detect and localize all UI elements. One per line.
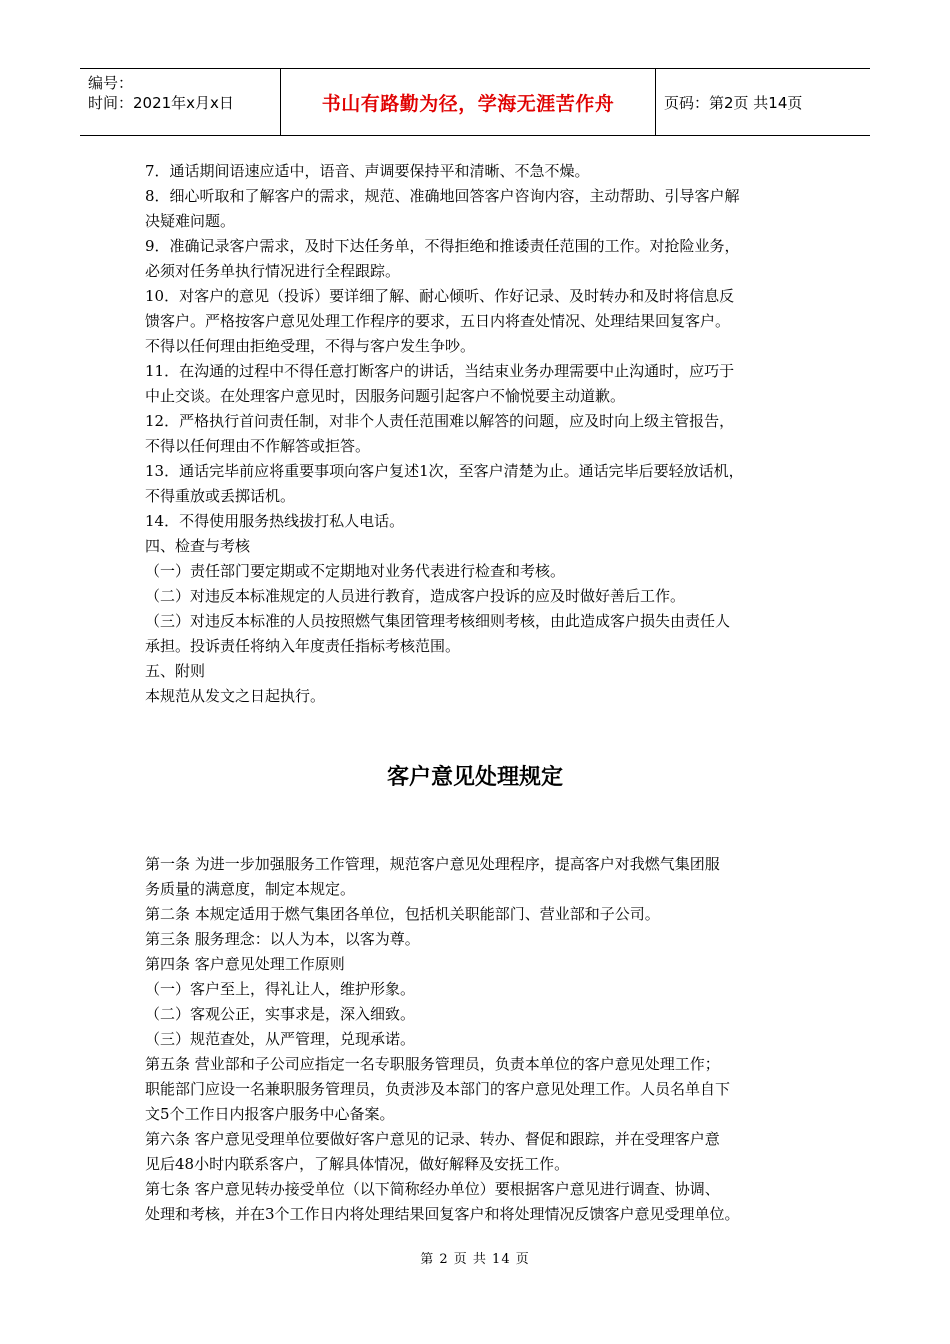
- text-line: 承担。投诉责任将纳入年度责任指标考核范围。: [145, 637, 461, 655]
- text-line: 五、附则: [145, 662, 206, 680]
- text-line: 不得重放或丢掷话机。: [145, 487, 296, 505]
- text-line: 中止交谈。在处理客户意见时，因服务问题引起客户不愉悦要主动道歉。: [145, 387, 626, 405]
- doc-date-label: 时间：2021年x月x日: [88, 94, 234, 112]
- text-line: 决疑难问题。: [145, 212, 236, 230]
- text-line: 不得以任何理由拒绝受理，不得与客户发生争吵。: [145, 337, 476, 355]
- header-meta-cell: [80, 69, 281, 135]
- text-line: 11．在沟通的过程中不得任意打断客户的讲话，当结束业务办理需要中止沟通时，应巧于: [145, 362, 735, 380]
- text-line: 处理和考核，并在3个工作日内将处理结果回复客户和将处理情况反馈客户意见受理单位。: [145, 1205, 740, 1223]
- text-line: 第四条 客户意见处理工作原则: [145, 955, 345, 973]
- text-line: 10．对客户的意见（投诉）要详细了解、耐心倾听、作好记录、及时转办和及时将信息反: [145, 287, 735, 305]
- text-line: 第二条 本规定适用于燃气集团各单位，包括机关职能部门、营业部和子公司。: [145, 905, 660, 923]
- section-b-text: [145, 852, 815, 1227]
- text-line: 第三条 服务理念：以人为本，以客为尊。: [145, 930, 420, 948]
- text-line: （三）对违反本标准的人员按照燃气集团管理考核细则考核，由此造成客户损失由责任人: [145, 612, 731, 630]
- text-line: 13．通话完毕前应将重要事项向客户复述1次，至客户清楚为止。通话完毕后要轻放话机，: [145, 462, 744, 480]
- text-line: 9．准确记录客户需求，及时下达任务单，不得拒绝和推诿责任范围的工作。对抢险业务，: [145, 237, 740, 255]
- text-line: 务质量的满意度，制定本规定。: [145, 880, 356, 898]
- text-line: 第一条 为进一步加强服务工作管理，规范客户意见处理程序，提高客户对我燃气集团服: [145, 855, 720, 873]
- section-a-text: [145, 159, 815, 709]
- text-line: 本规范从发文之日起执行。: [145, 687, 326, 705]
- text-line: （二）对违反本标准规定的人员进行教育，造成客户投诉的应及时做好善后工作。: [145, 587, 686, 605]
- text-line: （三）规范查处，从严管理，兑现承诺。: [145, 1030, 416, 1048]
- text-line: 职能部门应设一名兼职服务管理员，负责涉及本部门的客户意见处理工作。人员名单自下: [145, 1080, 731, 1098]
- header-page-label: 页码：第2页 共14页: [664, 93, 803, 112]
- text-line: 7．通话期间语速应适中，语音、声调要保持平和清晰、不急不燥。: [145, 162, 590, 180]
- page-header: [80, 68, 870, 136]
- text-line: 第七条 客户意见转办接受单位（以下简称经办单位）要根据客户意见进行调查、协调、: [145, 1180, 720, 1198]
- doc-number-label: 编号：: [88, 74, 134, 92]
- text-line: 必须对任务单执行情况进行全程跟踪。: [145, 262, 401, 280]
- text-line: 四、检查与考核: [145, 537, 251, 555]
- text-line: 文5个工作日内报客户服务中心备案。: [145, 1105, 395, 1123]
- text-line: 14．不得使用服务热线拔打私人电话。: [145, 512, 405, 530]
- text-line: 8．细心听取和了解客户的需求，规范、准确地回答客户咨询内容，主动帮助、引导客户解: [145, 187, 740, 205]
- text-line: 第五条 营业部和子公司应指定一名专职服务管理员，负责本单位的客户意见处理工作；: [145, 1055, 720, 1073]
- text-line: （一）客户至上，得礼让人，维护形象。: [145, 980, 416, 998]
- text-line: （二）客观公正，实事求是，深入细致。: [145, 1005, 416, 1023]
- document-title: 客户意见处理规定: [386, 765, 563, 790]
- header-motto: 书山有路勤为径，学海无涯苦作舟: [281, 69, 656, 135]
- text-line: （一）责任部门要定期或不定期地对业务代表进行检查和考核。: [145, 562, 566, 580]
- text-line: 第六条 客户意见受理单位要做好客户意见的记录、转办、督促和跟踪，并在受理客户意: [145, 1130, 720, 1148]
- text-line: 不得以任何理由不作解答或拒答。: [145, 437, 371, 455]
- text-line: 馈客户。严格按客户意见处理工作程序的要求，五日内将查处情况、处理结果回复客户。: [145, 312, 731, 330]
- text-line: 12．严格执行首问责任制，对非个人责任范围难以解答的问题，应及时向上级主管报告，: [145, 412, 735, 430]
- page-footer: 第 2 页 共 14 页: [420, 1252, 530, 1267]
- text-line: 见后48小时内联系客户，了解具体情况，做好解释及安抚工作。: [145, 1155, 570, 1173]
